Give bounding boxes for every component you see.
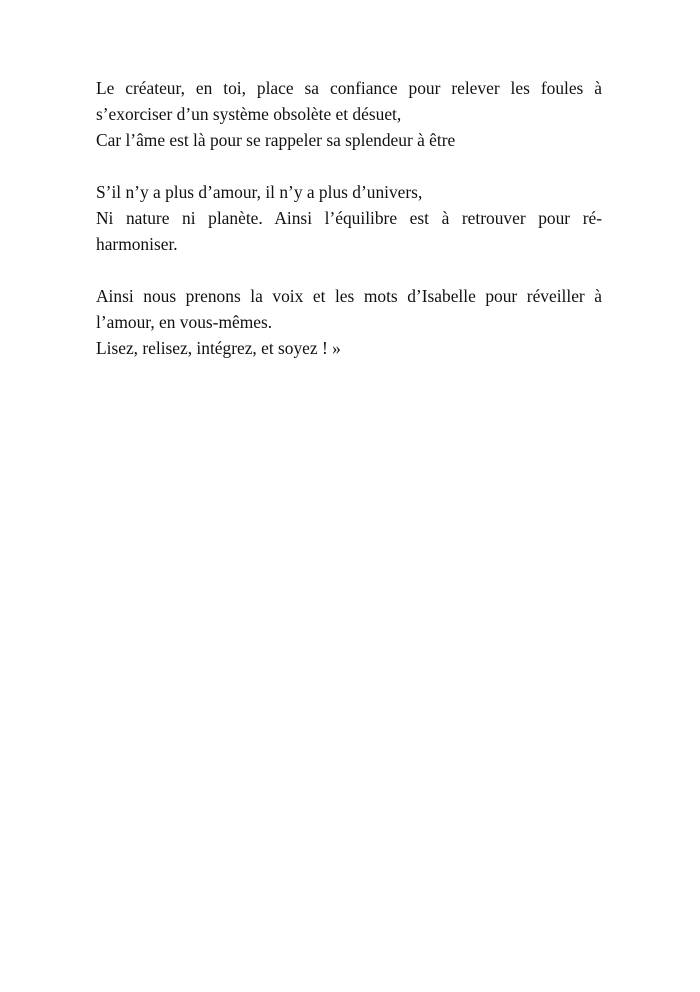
paragraph <box>96 283 602 361</box>
text-line: Lisez, relisez, intégrez, et soyez ! » <box>96 338 341 358</box>
paragraph <box>96 179 602 257</box>
text-line: Ni nature ni planète. Ainsi l’équilibre est à retrouver pour ré- <box>96 208 602 228</box>
text-line: Ainsi nous prenons la voix et les mots d’Isabelle pour réveiller à <box>96 286 602 306</box>
paragraph <box>96 75 602 153</box>
text-line: l’amour, en vous-mêmes. <box>96 312 273 332</box>
text-line: harmoniser. <box>96 234 178 254</box>
text-line: s’exorciser d’un système obsolète et désuet, <box>96 104 402 124</box>
text-line: Car l’âme est là pour se rappeler sa splendeur à être <box>96 130 456 150</box>
text-line: Le créateur, en toi, place sa confiance pour relever les foules à <box>96 78 602 98</box>
document-body <box>96 75 602 387</box>
text-line: S’il n’y a plus d’amour, il n’y a plus d’univers, <box>96 182 423 202</box>
